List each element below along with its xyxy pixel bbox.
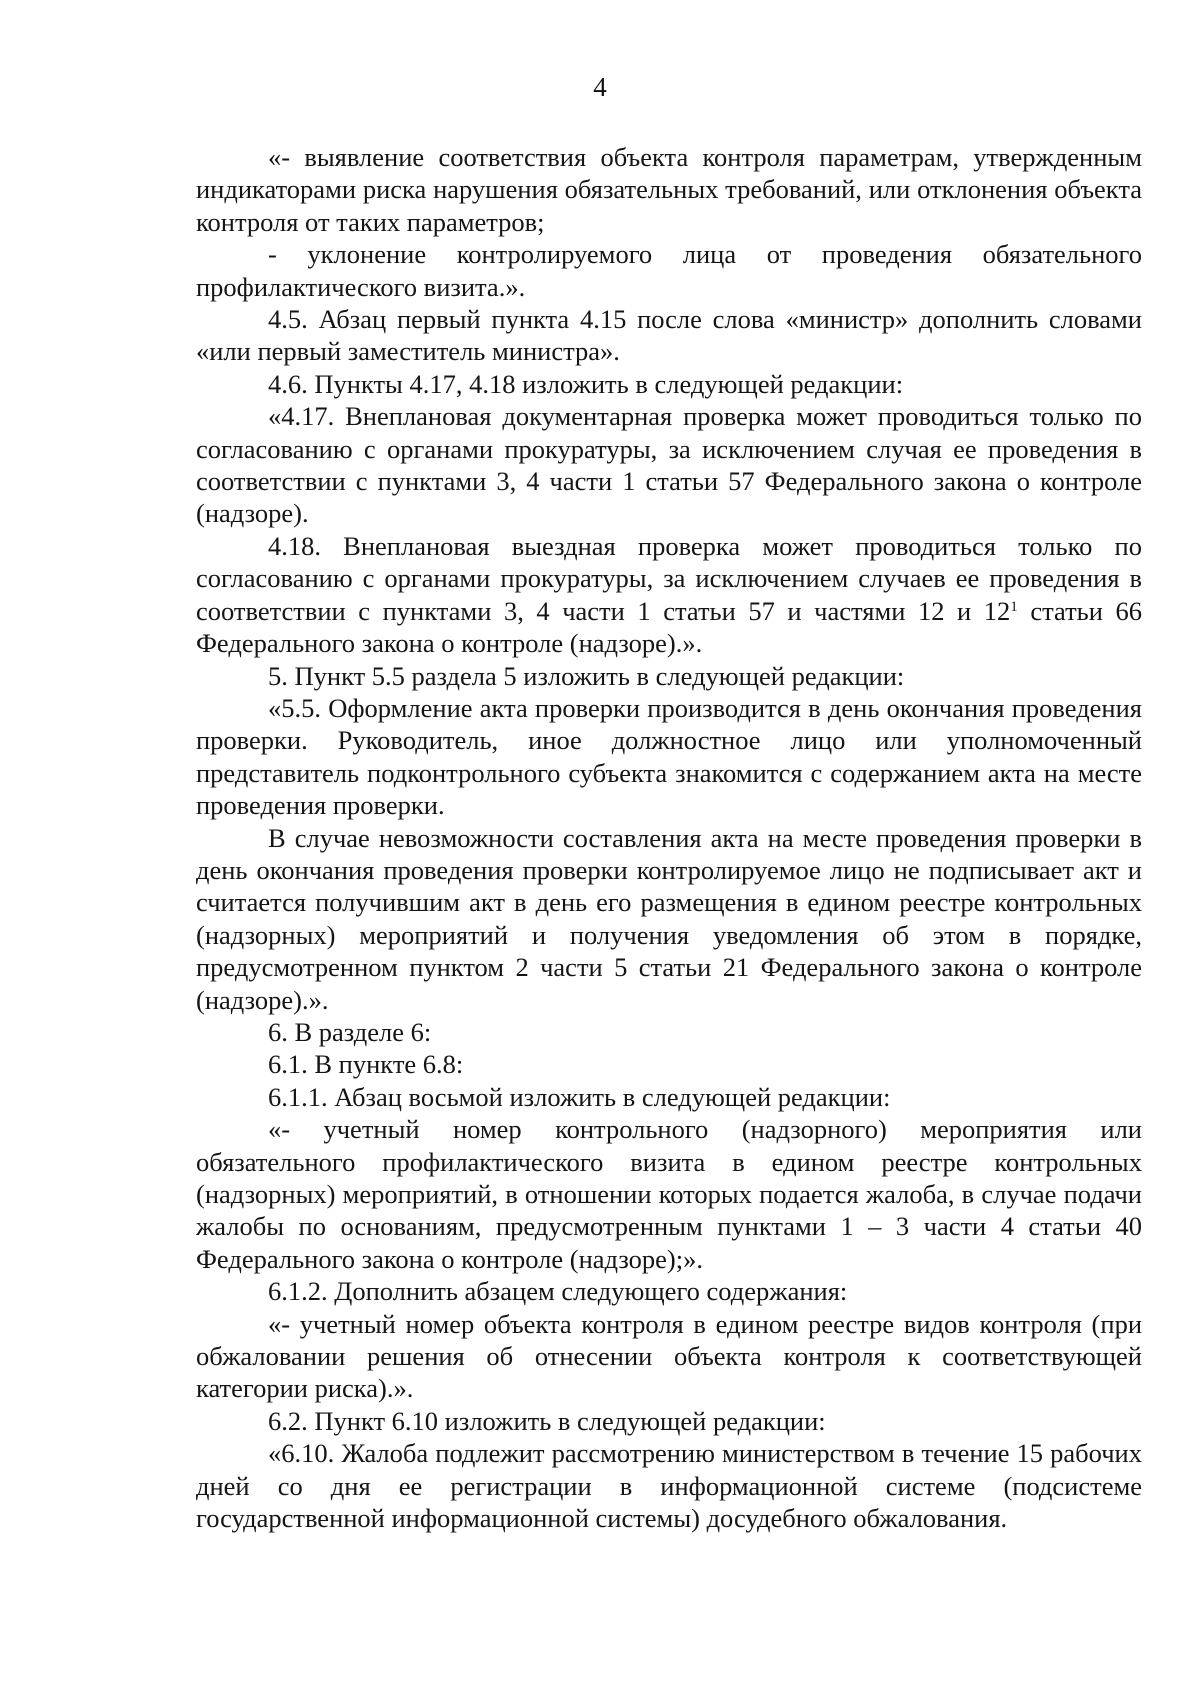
- superscript: 1: [1010, 598, 1018, 615]
- page-number: 4: [593, 72, 607, 102]
- paragraph: 6. В разделе 6:: [268, 1016, 432, 1047]
- paragraph: [196, 530, 1142, 660]
- paragraph: «- учетный номер контрольного (надзорного) мероприятия или обязательного профилактического визита в едином реестре контрольных (надзорных) мероприятий, в отношении которых подается жалоба, в случае подачи жалобы по основаниям, предусмотренным пунктами 1 – 3 части 4 статьи 40 Федерального закона о контроле (надзоре);».: [196, 1114, 1142, 1274]
- paragraph: «4.17. Внеплановая документарная проверка может проводиться только по согласованию с органами прокуратуры, за исключением случая ее проведения в соответствии с пунктами 3, 4 части 1 статьи 57 Федерального закона о контроле (надзоре).: [196, 401, 1142, 529]
- paragraph: «5.5. Оформление акта проверки производится в день окончания проведения проверки. Руководитель, иное должностное лицо или уполномоченный представитель подконтрольного субъекта знакомится с содержанием акта на месте проведения проверки.: [196, 692, 1142, 821]
- paragraph: 4.6. Пункты 4.17, 4.18 изложить в следующей редакции:: [268, 368, 904, 399]
- paragraph: «- выявление соответствия объекта контроля параметрам, утвержденным индикаторами риска нарушения обязательных требований, или отклонения объекта контроля от таких параметров;: [196, 142, 1142, 237]
- paragraph: «6.10. Жалоба подлежит рассмотрению министерством в течение 15 рабочих дней со дня ее регистрации в информационной системе (подсистеме государственной информационной системы) досудебного обжалования.: [196, 1438, 1142, 1534]
- paragraph: 6.1.2. Дополнить абзацем следующего содержания:: [268, 1276, 848, 1307]
- paragraph-text: 4.18. Внеплановая выездная проверка может проводиться только по согласованию с органами прокуратуры, за исключением случаев ее проведения в соответствии с пунктами 3, 4 части 1 статьи 57 и частями 12 и 12: [196, 530, 1142, 626]
- document-body: [196, 141, 1142, 1534]
- paragraph: 6.2. Пункт 6.10 изложить в следующей редакции:: [268, 1405, 826, 1436]
- paragraph: 6.1. В пункте 6.8:: [268, 1049, 464, 1080]
- paragraph: 5. Пункт 5.5 раздела 5 изложить в следующей редакции:: [268, 660, 905, 691]
- paragraph: «- учетный номер объекта контроля в едином реестре видов контроля (при обжаловании решения об отнесении объекта контроля к соответствующей категории риска).».: [196, 1308, 1142, 1404]
- paragraph: 6.1.1. Абзац восьмой изложить в следующей редакции:: [268, 1081, 891, 1112]
- paragraph: 4.5. Абзац первый пункта 4.15 после слова «министр» дополнить словами «или первый заместитель министра».: [196, 304, 1142, 367]
- paragraph: - уклонение контролируемого лица от проведения обязательного профилактического визита.».: [196, 239, 1142, 302]
- paragraph: В случае невозможности составления акта на месте проведения проверки в день окончания проведения проверки контролируемое лицо не подписывает акт и считается получившим акт в день его размещения в едином реестре контрольных (надзорных) мероприятий и получения уведомления об этом в порядке, предусмотренном пунктом 2 части 5 статьи 21 Федерального закона о контроле (надзоре).».: [196, 822, 1142, 1015]
- paragraph-text-continued: статьи 66 Федерального закона о контроле (надзоре).».: [196, 595, 1143, 659]
